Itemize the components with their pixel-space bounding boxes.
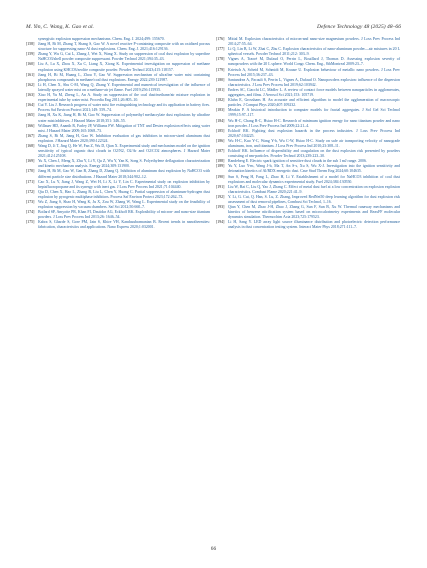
reference-number: [185] <box>216 128 225 133</box>
reference-entry <box>216 164 400 174</box>
reference-text[interactable]: Qiu D, Chen X, Hao L, Zhang B, Liu L, Chen Y, Huang C. Partial suppression of aluminum-hydrogen dust explosion by pyrogenic multiphase inhibitors. Process Saf Environ Protect 2023;172:262–73. <box>38 189 210 199</box>
reference-entry <box>26 210 210 220</box>
reference-number: [183] <box>216 108 225 113</box>
reference-number: [162] <box>26 82 35 87</box>
reference-number: [182] <box>216 98 225 103</box>
reference-entry <box>26 103 210 113</box>
reference-text[interactable]: Qian Y, Chen M, Zhao J-H, Zhao J, Zhang G, Sun F, Sun B, Xu W. Thermal runaway mechanisms and kinetics of benzene nitrification system based on microcalorimetry experiments and ReaxFF molecular dynamics simulation. Thermochim Acta 2023;725:179523. <box>228 205 400 220</box>
reference-text[interactable]: Wu H-C, Chang R-C, Hsiao H-C. Research of minimum ignition energy for nano titanium powder and nano iron powder. J Loss Prev Process Ind 2009;22:21–4. <box>228 118 400 128</box>
reference-entry <box>216 139 400 149</box>
reference-entry <box>26 169 210 179</box>
reference-number: [190] <box>216 174 225 179</box>
reference-entry <box>26 42 210 52</box>
reference-text[interactable]: Jiang H, Xu K, Jiang H, Bi M, Gao W. Suppression of polymethyl methacrylate dust explosions by ultrafine water mist/additives. J Hazard Mater 2018;351: 346–55. <box>38 113 210 123</box>
reference-entry <box>216 78 400 88</box>
reference-number: [192] <box>216 194 225 199</box>
reference-entry <box>216 119 400 129</box>
page-number: 66 <box>210 546 217 552</box>
reference-text[interactable]: Cui Y. Liu J. Research progress of water mist fire extinguishing technology and its application in battery fires. Process Saf Environ Protect 2021;149: 559–74. <box>38 103 210 113</box>
reference-text[interactable]: Kabra S, Gharde S, Gore PM, Jain S, Khire VH, Kandasubramanian B. Recent trends in nanothermites: fabrication, characteristics and applications. Nano Express 2020;1:032001. <box>38 220 210 230</box>
reference-text[interactable]: Jiang H, Bi M, Huang L, Zhou Y, Gao W. Suppression mechanism of ultrafine water mist containing phosphorus compounds in methane/coal dust explosions. Energy 2022;239:121987. <box>38 72 210 82</box>
reference-text[interactable]: Xiao H, Yu M, Zheng L, An A. Study on suppression of the coal dust/methane/air mixture explosion in experimental tube by water mist. Procedia Eng 2011;26:805–10. <box>38 93 210 103</box>
reference-entry <box>26 134 210 144</box>
header-authors: M. Yin, C. Wang, K. Gao et al. <box>26 24 94 30</box>
reference-text[interactable]: Yu Y, Luo Y-m, Wang J-b, Ma T, An S-s, Xu S, Wu X-J. Investigation into the ignition sensitivity and detonation kinetics of Al/RDX energetic dust. Case Stud Therm Eng 2024;60:104635. <box>228 164 400 174</box>
reference-text[interactable]: Vignes A, Traoré M, Dufaud O, Perrin L, Bouillard J, Thomas D. Assessing explosion severity of nanopowders with the 20 L sphere. World Congr. Chem. Eng., 8thMontreal 2009:23–7. <box>228 57 400 67</box>
reference-text[interactable]: Wang D, Ji T, Jing Q, He W, Fan Z, Wu D, Qian X. Experimental study and mechanism model on the ignition sensitivity of typical organic dust clouds in O2/N2, O2/Ar and O2/CO2 atmospheres. J Hazard Mater 2021;412:125108. <box>38 143 210 159</box>
reference-text[interactable]: Zhang Y, Wu G, Cai L, Zhang J, Wei X, Wang X. Study on suppression of coal dust explosion by superfine NaHCO3/shell powder composite suppressant. Powder Technol 2021;394:35–43. <box>38 52 210 62</box>
reference-text[interactable]: Li H, Chen X, Shu C-M, Wang Q, Zhang Y. Experimental and numerical investigation of the influence of laterally sprayed water mist on a methane-air jet flame. Fuel 2019;256:115935. <box>38 82 210 92</box>
reference-entry <box>26 159 210 169</box>
reference-entry <box>26 52 210 62</box>
reference-text[interactable]: Randeberg E. Electric spark ignition of sensitive dust clouds in the sub 1 mJ range. 2006. <box>228 159 367 164</box>
reference-number: [164] <box>26 103 35 108</box>
reference-entry <box>26 144 210 159</box>
references-column-left <box>26 37 210 231</box>
reference-text[interactable]: Zhang S, Bi M, Jiang H, Gao W. Inhibition evaluation of gas inhibitors in micron-sized aluminum dust explosion. J Hazard Mater 2020;390:122324. <box>38 133 210 143</box>
reference-entry <box>216 108 400 118</box>
reference-number: [179] <box>216 67 225 72</box>
reference-text[interactable]: Endres SC, Ciacchi LC, Mädler L. A review of contact force models between nanoparticles in agglomerates, aggregates, and films. J Aerosol Sci 2021;153: 105719. <box>228 87 400 98</box>
reference-entry <box>26 180 210 190</box>
reference-number: [166] <box>26 123 35 128</box>
reference-text[interactable]: Meakin P. A historical introduction to computer models for fractal aggregates. J Sol Gel Sci Technol 1999;15:97–117. <box>228 108 400 118</box>
reference-number: [158] <box>26 42 35 47</box>
reference-entry <box>216 129 400 139</box>
reference-entry <box>216 220 400 230</box>
reference-entry <box>216 47 400 57</box>
reference-entry <box>26 220 210 230</box>
reference-entry <box>216 98 400 108</box>
reference-text[interactable]: Li H, Sang Y. LED array light source illuminance distribution and photoelectric detection performance analysis in dust concentration testing system. Interact Mater Phys 2018;271:111–7. <box>228 220 400 230</box>
reference-number: [159] <box>26 52 35 57</box>
reference-number: [191] <box>216 184 225 189</box>
reference-entry <box>26 73 210 83</box>
reference-number: [168] <box>26 143 35 148</box>
reference-text[interactable]: Liu W, Bai C, Liu Q, Yao J, Zhang C. Effect of metal dust fuel at a low concentration on explosion explosion characteristics. Combust Flame 2020;221:41–9. <box>228 184 400 194</box>
reference-number: [163] <box>26 93 35 98</box>
reference-text[interactable]: Eckhoff RK. Fighting dust explosion hazards in the process industries. J Loss Prev Process Ind 2020;67:104225. <box>228 128 400 138</box>
reference-text[interactable]: Willauer HD, Ananth R, Farley JP, Williams FW. Mitigation of TNT and Destex explosion effects using water mist. J Hazard Mater 2009;165:1068–73. <box>38 123 210 133</box>
reference-entry <box>26 190 210 200</box>
reference-text[interactable]: Santandrea A, Pacault S, Perrin L, Vignes A, Dufaud O. Nanopowders explosion: influence of the dispersion characteristics. J Loss Prev Process Ind 2019;62:103942. <box>228 77 400 87</box>
reference-entry <box>216 185 400 195</box>
reference-number: [173] <box>26 200 35 204</box>
reference-text[interactable]: Krietsch A, Scheid M, Schmidt M, Krause U. Explosion behaviour of metallic nano powders. J Loss Prev Process Ind 2015;36:237–43. <box>228 67 400 77</box>
reference-number: [170] <box>26 169 35 174</box>
reference-entry <box>216 88 400 98</box>
reference-entry <box>216 149 400 159</box>
reference-number: [167] <box>26 133 35 138</box>
reference-number: [180] <box>216 77 225 82</box>
reference-entry <box>216 175 400 185</box>
reference-number: [169] <box>26 159 35 164</box>
header-journal: Defence Technology 48 (2025) 48–66 <box>317 24 401 30</box>
reference-text[interactable]: Yu X, Chen J, Meng X, Zhu Y, Li Y, Qu Z, Wu Y, Yan K, Song S. Polyethylene deflagration characterization and kinetic mechanism analysis. Energy 2024;309:131900. <box>38 159 210 169</box>
reference-number: [193] <box>216 205 225 210</box>
reference-number: [160] <box>26 62 35 67</box>
reference-text[interactable]: Wu H-C, Kuo Y-C, Wang Y-h, Wu C-W, Hsiao H-C. Study on safe air transporting velocity of nanograde aluminum, iron, and titanium. J Loss Prev Process Ind 2010;23:308–11. <box>228 138 400 148</box>
reference-entry <box>216 57 400 67</box>
reference-entry <box>216 68 400 78</box>
reference-text[interactable]: Li Q, Lin B, Li W, Zhai C, Zhu C. Explosion characteristics of nano-aluminum powder—air mixtures in 20 L spherical vessels. Powder Technol 2011;212: 303–9. <box>228 47 400 57</box>
reference-number: [177] <box>216 47 225 52</box>
running-header <box>26 24 401 34</box>
reference-entry <box>26 200 210 210</box>
reference-number: [172] <box>26 189 35 194</box>
reference-number: [181] <box>216 87 225 92</box>
reference-text[interactable]: Klahn E, Grosshans H. An accurate and efficient algorithm to model the agglomeration of macroscopic particles. J Comput Phys 2020;407:109232. <box>228 98 400 108</box>
reference-text[interactable]: Mittal M. Explosion characteristics of micron-and nano-size magnesium powders. J Loss Prev Process Ind 2014;27:55–64. <box>228 37 400 47</box>
reference-text[interactable]: Sun S, Peng H, Fang L, Zhao H, Li Y. Establishment of a model for NaHCO3 inhibition of coal dust explosions and molecular dynamics experimental study. Fuel 2024;384:130550. <box>228 174 400 184</box>
reference-entry <box>216 205 400 220</box>
reference-number: [161] <box>26 72 35 77</box>
reference-text[interactable]: Liu A, Lu X, Zhou X, Xu C, Liang X, Xiong K. Experimental investigation on suppression of methane explosion using KHCO3/zeolite composite powder. Powder Technol 2023;415:118157. <box>38 62 210 72</box>
reference-number: [194] <box>216 220 225 225</box>
reference-number: [178] <box>216 57 225 62</box>
reference-number: [189] <box>216 164 225 169</box>
references-column-right <box>216 37 400 231</box>
reference-number: [187] <box>216 149 225 154</box>
reference-entry <box>26 62 210 72</box>
reference-text[interactable]: Jiang H, Bi M, Gao W, Gan B, Zhang D, Zhang Q. Inhibition of aluminum dust explosion by NaHCO3 with different particle size distributions. J Hazard Mater 2018;344:902–12. <box>38 169 210 179</box>
reference-entry <box>216 37 400 47</box>
reference-text[interactable]: Y. Li, G. Cui, Q. Han, S. Lu, Z. Zhang, Improved RedNet50 deep learning algorithm for dust explosion risk assessment of dust removal pipelines, Combust Sci Technol, 1–16. <box>228 194 400 204</box>
reference-entry <box>26 83 210 93</box>
reference-number: [175] <box>26 220 35 225</box>
reference-text[interactable]: Jiang H, Bi M, Zhang T, Shang S, Gao W. A novel reactive P-containing composite with an oxidized porous structure for suppressing nano-Al dust explosions. Chem. Eng. J. 2021;416:129136. <box>38 42 210 52</box>
reference-entry <box>26 124 210 134</box>
reference-text[interactable]: Wu Z, Jiang S, Shao H, Wang K, Ju X, Zou W, Zhang W, Wang L. Experimental study on the feasibility of explosion suppression by vacuum chambers. Saf Sci 2012;50:660–7. <box>38 200 210 210</box>
reference-entry <box>216 195 400 205</box>
reference-text[interactable]: synergistic explosion suppression mechanisms. Chem. Eng. J. 2024;499: 155670. <box>38 37 165 41</box>
reference-number: [186] <box>216 138 225 143</box>
reference-number: [176] <box>216 37 225 41</box>
reference-number: [165] <box>26 113 35 118</box>
reference-entry <box>26 113 210 123</box>
reference-number: [184] <box>216 118 225 123</box>
reference-text[interactable]: Eckhoff RK. Influence of dispersibility and coagulation on the dust explosion risk presented by powders consisting of nm-particles. Powder Technol 2013;239:223–30. <box>228 149 400 159</box>
reference-number: [171] <box>26 179 35 184</box>
reference-entry <box>26 93 210 103</box>
reference-text[interactable]: Cao X, Lu Y, Jiang J, Wang Z, Wei H, Li X, Li Y, Lin C. Experimental study on explosion inhibition by heptafluoropropane and its synergy with inert gas. J Loss Prev Process Ind 2021;71:104440. <box>38 179 210 189</box>
reference-text[interactable]: Boilard SP, Amyotte PR, Khan FI, Dastidar AG, Eckhoff RK. Explosibility of micron- and nano-size titanium powders. J Loss Prev Process Ind 2013;26: 1646–54. <box>38 210 210 220</box>
reference-number: [174] <box>26 210 35 215</box>
reference-number: [188] <box>216 159 225 164</box>
